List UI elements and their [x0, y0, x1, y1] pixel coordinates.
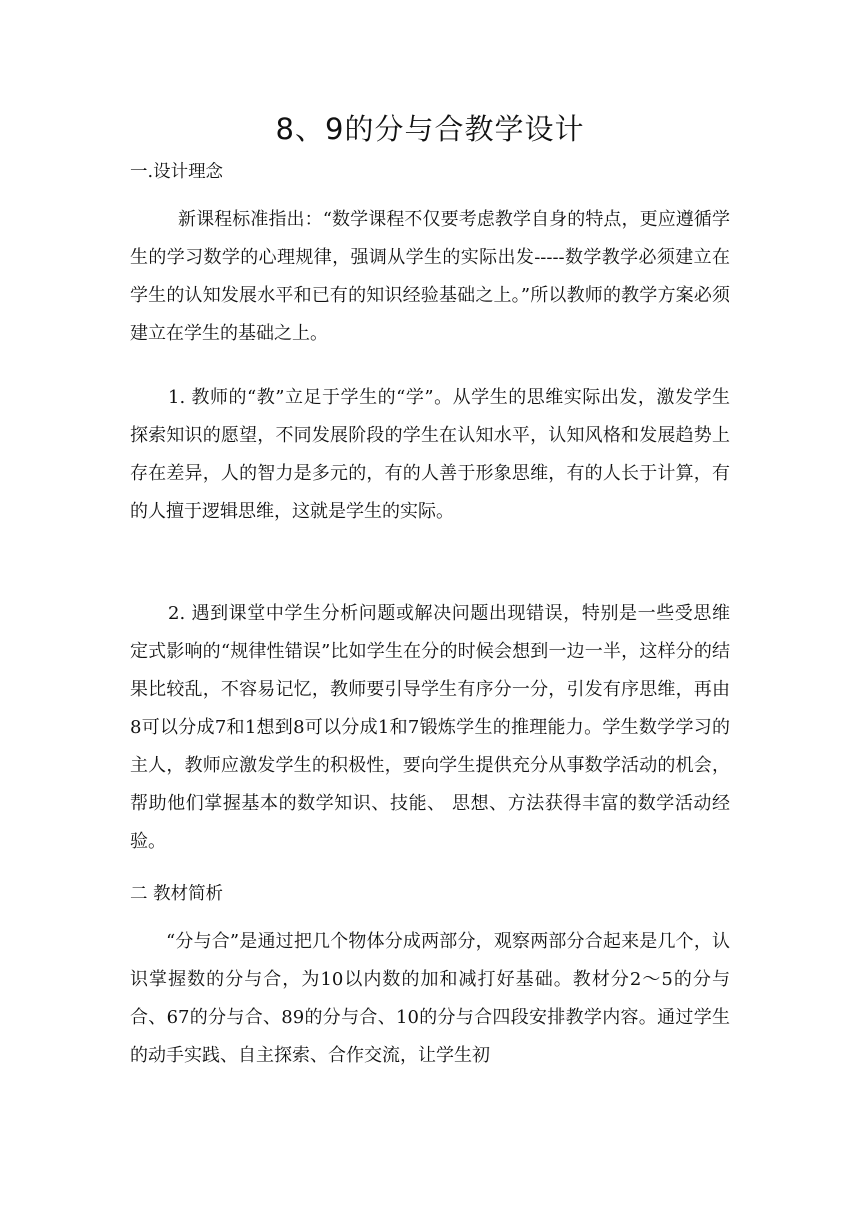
section-heading-textbook-analysis: 二 教材简析	[130, 884, 224, 904]
paragraph-curriculum-standard: 新课程标准指出：“数学课程不仅要考虑教学自身的特点，更应遵循学生的学习数学的心理规律，强调从学生的实际出发-----数学教学必须建立在学生的认知发展水平和已有的知识经验基础之上。”所以教师的教学方案必须建立在学生的基础之上。	[130, 209, 730, 344]
document-title: 8、9的分与合教学设计	[275, 112, 585, 146]
paragraph-point-1: 1. 教师的“教”立足于学生的“学”。从学生的思维实际出发，激发学生探索知识的愿望，不同发展阶段的学生在认知水平，认知风格和发展趋势上存在差异，人的智力是多元的，有的人善于形象思维，有的人长于计算，有的人擅于逻辑思维，这就是学生的实际。	[130, 387, 730, 522]
paragraph-point-2: 2. 遇到课堂中学生分析问题或解决问题出现错误，特别是一些受思维定式影响的“规律性错误”比如学生在分的时候会想到一边一半，这样分的结果比较乱，不容易记忆，教师要引导学生有序分一分，引发有序思维，再由8可以分成7和1想到8可以分成1和7锻炼学生的推理能力。学生数学学习的主人，教师应激发学生的积极性，要向学生提供充分从事数学活动的机会，帮助他们掌握基本的数学知识、技能、 思想、方法获得丰富的数学活动经验。	[130, 603, 730, 852]
section-heading-design-concept: 一.设计理念	[130, 162, 224, 182]
paragraph-textbook-analysis: “分与合”是通过把几个物体分成两部分，观察两部分合起来是几个，认识掌握数的分与合，为10以内数的加和减打好基础。教材分2～5的分与合、67的分与合、89的分与合、10的分与合四段安排教学内容。通过学生的动手实践、自主探索、合作交流，让学生初	[130, 931, 730, 1066]
